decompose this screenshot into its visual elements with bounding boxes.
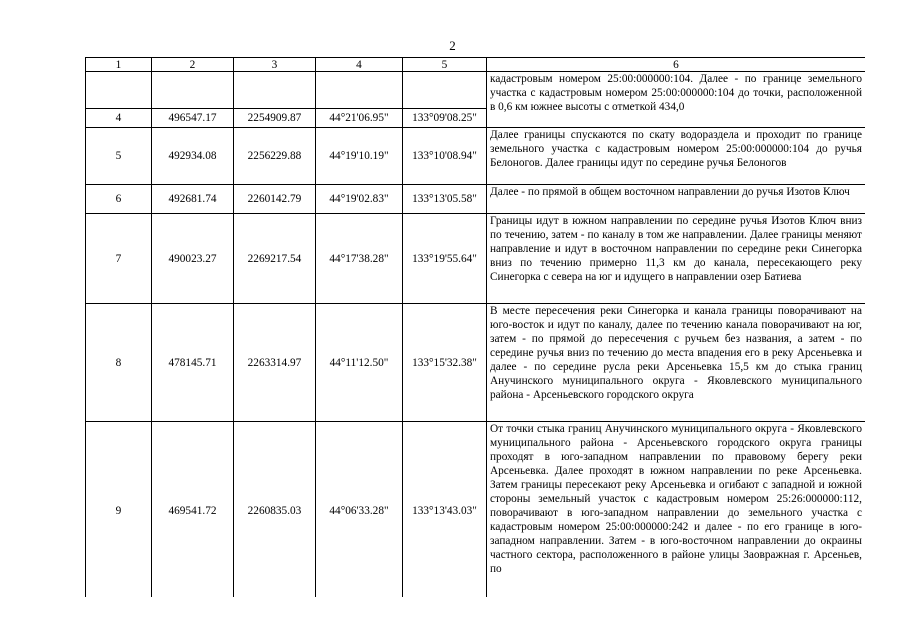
x-coordinate-cell: 496547.17 (152, 109, 234, 128)
column-header: 3 (234, 58, 316, 72)
longitude-cell: 133°09'08.25" (403, 109, 487, 128)
longitude-cell: 133°13'05.58" (403, 185, 487, 214)
latitude-cell: 44°21'06.95" (316, 109, 403, 128)
point-number-cell: 5 (86, 128, 152, 185)
latitude-cell: 44°19'10.19" (316, 128, 403, 185)
y-coordinate-cell: 2254909.87 (234, 109, 316, 128)
table-row (86, 214, 866, 304)
boundary-description-cell: Далее - по прямой в общем восточном направлении до ручья Изотов Ключ (487, 185, 866, 214)
column-header: 6 (487, 58, 866, 72)
point-number-cell: 7 (86, 214, 152, 304)
y-coordinate-cell: 2260142.79 (234, 185, 316, 214)
y-coordinate-cell: 2260835.03 (234, 422, 316, 598)
longitude-cell: 133°10'08.94" (403, 128, 487, 185)
boundary-description-cell: Границы идут в южном направлении по середине ручья Изотов Ключ вниз по течению, затем - по каналу в том же направлении. Далее границы меняют направление и идут в восточном направлении по середине реки Синегорка вниз по течению примерно 11,3 км до канала, пересекающего реку Синегорка с севера на юг и идущего в направлении озер Батиева (487, 214, 866, 304)
y-coordinate-cell: 2256229.88 (234, 128, 316, 185)
latitude-cell: 44°17'38.28" (316, 214, 403, 304)
longitude-cell: 133°15'32.38" (403, 304, 487, 422)
longitude-cell: 133°13'43.03" (403, 422, 487, 598)
table-row (86, 304, 866, 422)
x-coordinate-cell: 478145.71 (152, 304, 234, 422)
longitude-cell: 133°19'55.64" (403, 214, 487, 304)
column-header: 2 (152, 58, 234, 72)
point-number-cell: 6 (86, 185, 152, 214)
boundary-points-table (85, 57, 865, 597)
table-row (86, 422, 866, 598)
point-number-cell: 8 (86, 304, 152, 422)
latitude-cell: 44°11'12.50" (316, 304, 403, 422)
point-number-cell: 9 (86, 422, 152, 598)
boundary-description-cell: кадастровым номером 25:00:000000:104. Далее - по границе земельного участка с кадастровым номером 25:00:000000:104 до точки, расположенной в 0,6 км южнее высоты с отметкой 434,0 (487, 72, 866, 128)
x-coordinate-cell: 492681.74 (152, 185, 234, 214)
boundary-description-cell: От точки стыка границ Анучинского муниципального округа - Яковлевского муниципального района - Арсеньевского городского округа границы проходят в юго-западном направлении по правовому берегу реки Арсеньевка. Далее проходят в южном направлении по реке Арсеньевка. Затем границы пересекают реку Арсеньевка и огибают с западной и южной стороны земельный участок с кадастровым номером 25:26:000000:112, поворачивают в юго-западном направлении до земельного участка с кадастровым номером 25:00:000000:242 и далее - по его границе в юго-западном направлении. Затем - в юго-восточном направлении до окраины частного сектора, расположенного в районе улицы Заовражная г. Арсеньев, по (487, 422, 866, 598)
column-header: 4 (316, 58, 403, 72)
table-row (86, 185, 866, 214)
latitude-cell: 44°19'02.83" (316, 185, 403, 214)
y-coordinate-cell: 2263314.97 (234, 304, 316, 422)
x-coordinate-cell (152, 72, 234, 109)
x-coordinate-cell: 469541.72 (152, 422, 234, 598)
longitude-cell (403, 72, 487, 109)
table-row (86, 128, 866, 185)
column-number-header-row (86, 58, 866, 72)
y-coordinate-cell: 2269217.54 (234, 214, 316, 304)
y-coordinate-cell (234, 72, 316, 109)
x-coordinate-cell: 490023.27 (152, 214, 234, 304)
boundary-description-cell: Далее границы спускаются по скату водораздела и проходит по границе земельного участка с кадастровым номером 25:00:000000:104 до ручья Белоногов. Далее границы идут по середине ручья Белоногов (487, 128, 866, 185)
latitude-cell: 44°06'33.28" (316, 422, 403, 598)
boundary-description-cell: В месте пересечения реки Синегорка и канала границы поворачивают на юго-восток и идут по каналу, далее по течению канала поворачивают на юг, затем - по прямой до пересечения с ручьем без названия, а затем - по середине ручья вниз по течению до места впадения его в реку Арсеньевка и далее - по середине русла реки Арсеньевка 15,5 км до стыка границ Анучинского муниципального округа - Яковлевского муниципального района - Арсеньевского городского округа (487, 304, 866, 422)
latitude-cell (316, 72, 403, 109)
table-row (86, 72, 866, 109)
point-number-cell (86, 72, 152, 109)
column-header: 1 (86, 58, 152, 72)
boundary-table-sheet (85, 57, 865, 597)
column-header: 5 (403, 58, 487, 72)
x-coordinate-cell: 492934.08 (152, 128, 234, 185)
page-number: 2 (449, 38, 456, 53)
point-number-cell: 4 (86, 109, 152, 128)
